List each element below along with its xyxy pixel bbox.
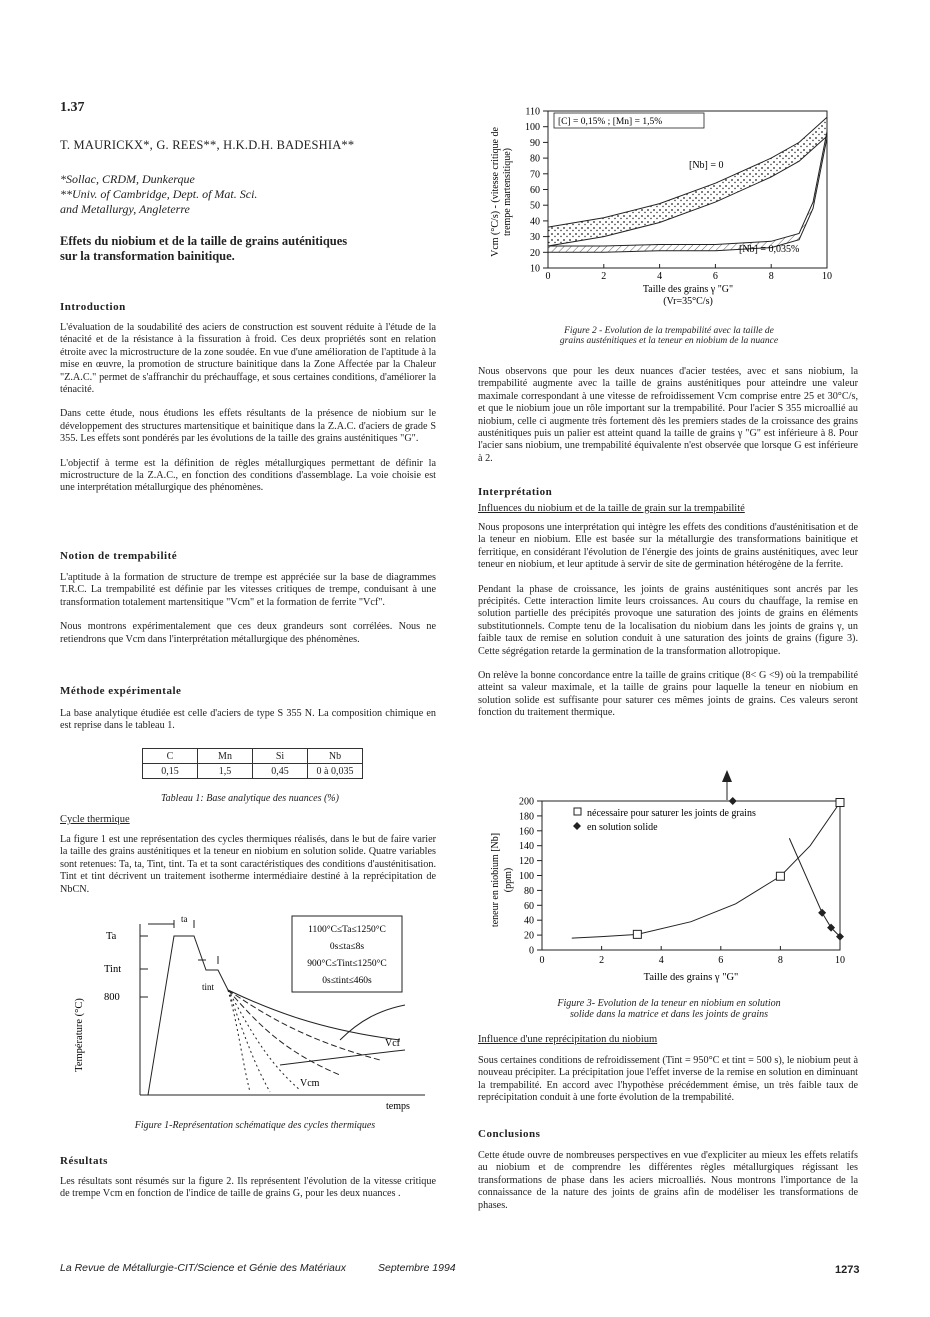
- fig3-ytick-label: 80: [524, 885, 534, 897]
- fig2-ytick-label: 10: [530, 263, 540, 275]
- fig1-xlabel: temps: [386, 1101, 410, 1112]
- intro-heading: Introduction: [60, 301, 126, 313]
- fig2-ylabel-1: Vcm (°C/s) - (vitesse critique de: [490, 127, 501, 257]
- fig3-ytick-label: 180: [519, 811, 534, 823]
- fig1-ylabel: Température (°C): [74, 998, 85, 1072]
- fig1-box-line-1: 1100°C≤Ta≤1250°C: [308, 925, 386, 935]
- concl-paragraph: Cette étude ouvre de nombreuses perspectives en vue d'expliciter au mieux les effets relatifs au niobium et de comprendre les différentes règles métallurgiques régissant les transformations de phase dans les aciers microalliés. Nous montrons l'importance de la connaissance de la nature des joints de grains afin de modéliser les transformations de phases.: [478, 1150, 858, 1211]
- fig2-xtick-label: 0: [545, 271, 551, 282]
- fig2-ytick-label: 100: [525, 122, 540, 134]
- fig1-vcf-label: Vcf: [385, 1038, 400, 1049]
- fig3-legend-square-icon: [574, 808, 581, 815]
- fig2-xtick-label: 8: [768, 271, 774, 282]
- page-number: 1273: [835, 1264, 860, 1276]
- fig3-off-scale-arrow: [722, 770, 732, 800]
- fig3-diamond-point: [818, 909, 826, 917]
- fig3-ytick-label: 60: [524, 900, 534, 912]
- composition-table: [142, 748, 363, 779]
- fig3-diamond-point: [729, 797, 737, 805]
- fig2-ytick-label: 110: [525, 106, 540, 118]
- fig1-box-line-2: 0s≤ta≤8s: [329, 942, 365, 952]
- fig3-ytick-label: 120: [519, 856, 534, 868]
- fig2-ytick-label: 20: [530, 247, 540, 259]
- fig2-ytick-label: 40: [530, 216, 540, 228]
- affiliation-2: **Univ. of Cambridge, Dept. of Mat. Sci.: [60, 187, 258, 201]
- affiliations: [60, 172, 257, 217]
- fig3-ytick-label: 200: [519, 796, 534, 808]
- fig3-legend-1: nécessaire pour saturer les joints de grains: [587, 808, 756, 819]
- fig2-ytick-label: 90: [530, 137, 540, 149]
- fig2-ytick-label: 50: [530, 200, 540, 212]
- fig3-xtick-label: 0: [539, 955, 545, 966]
- fig2-xlabel-1: Taille des grains γ "G": [642, 284, 734, 295]
- fig3-ytick-label: 140: [519, 841, 534, 853]
- fig1-tick-ta: Ta: [106, 931, 117, 942]
- fig2-ylabel-2: trempe martensitique): [502, 147, 513, 237]
- fig3-ytick-label: 160: [519, 826, 534, 838]
- interp-heading: Interprétation: [478, 486, 553, 498]
- fig3-ytick-label: 100: [519, 871, 534, 882]
- reprec-paragraph: Sous certaines conditions de refroidissement (Tint = 950°C et tint = 500 s), le niobium peut à nouveau précipiter. La précipitation joue l'effet inverse de la remise en solution en diminuant la trempabilité. En accord avec l'hypothèse précédemment émise, un très faible taux de reprécipitation conduit à une forte évolution de la trempabilité.: [478, 1055, 858, 1104]
- figure-2-chart: [484, 100, 854, 310]
- methode-heading: Méthode expérimentale: [60, 685, 182, 697]
- cycle-paragraph: La figure 1 est une représentation des cycles thermiques réalisés, dans le but de faire varier la taille des grains austénitiques et la teneur en niobium en solution solide. Quatre variables sont retenues: Ta, ta, Tint, tint. Ta et ta sont caractéristiques des conditions d'austénitisation. Tint et tint décrivent un traitement isotherme intermédiaire destiné à la reprécipitation de NbCN.: [60, 834, 436, 895]
- fig2-band-nb0: [548, 117, 827, 246]
- fig3-xtick-label: 10: [835, 955, 845, 966]
- table-caption: Tableau 1: Base analytique des nuances (%): [161, 793, 339, 804]
- fig3-caption-line-2: solide dans la matrice et dans les joints de grains: [569, 1009, 769, 1020]
- notion-paragraph-1: L'aptitude à la formation de structure de trempe est appréciée sur la base de diagrammes T.R.C. La trempabilité est définie par les vitesses critiques de trempe, conduisant à une transformation totalement martensitique "Vcm" et la formation de ferrite "Vcf".: [60, 572, 436, 608]
- fig3-xlabel: Taille des grains γ "G": [643, 972, 739, 983]
- fig3-square-point: [836, 798, 844, 806]
- fig1-label-tint: tint: [202, 982, 215, 992]
- fig2-ytick-label: 60: [530, 185, 540, 196]
- cycle-heading: Cycle thermique: [60, 814, 130, 825]
- fig2-ticks: [525, 107, 832, 283]
- figure-3-chart: [484, 770, 854, 990]
- table-header-si: Si: [253, 749, 308, 764]
- table-header-c: C: [143, 749, 198, 764]
- fig2-series-nb035-label: [Nb] = 0,035%: [739, 244, 800, 255]
- table-header-mn: Mn: [198, 749, 253, 764]
- figure-2-caption: [484, 326, 854, 346]
- affiliation-1: *Sollac, CRDM, Dunkerque: [60, 172, 195, 186]
- resultats-paragraph: Les résultats sont résumés sur la figure 2. Ils représentent l'évolution de la vitesse critique de trempe Vcm en fonction de l'indice de taille de grains G, pour les deux nuances .: [60, 1176, 436, 1200]
- fig3-square-point: [776, 872, 784, 880]
- table-value-c: 0,15: [143, 764, 198, 779]
- fig3-xtick-label: 4: [658, 955, 664, 966]
- title-line-2: sur la transformation bainitique.: [60, 249, 235, 263]
- reprec-heading: Influence d'une reprécipitation du niobium: [478, 1034, 658, 1045]
- authors: T. MAURICKX*, G. REES**, H.K.D.H. BADESHIA**: [60, 138, 355, 152]
- notion-heading: Notion de trempabilité: [60, 550, 178, 562]
- intro-paragraph-2: Dans cette étude, nous étudions les effets résultants de la présence de niobium sur le développement des structures martensitique et bainitique dans la Z.A.C. d'aciers de grade S 355. Les effets sont pondérés par les évolutions de la taille des grains austénitiques "G".: [60, 408, 436, 445]
- fig2-xtick-label: 4: [657, 271, 663, 282]
- fig3-solution-line: [789, 838, 840, 936]
- table-value-mn: 1,5: [198, 764, 253, 779]
- fig1-heating-curve: [148, 936, 228, 1095]
- fig2-xtick-label: 2: [601, 271, 607, 282]
- resultats-heading: Résultats: [60, 1155, 108, 1167]
- fig1-tick-tint: Tint: [104, 964, 122, 975]
- article-title: [60, 234, 347, 264]
- fig3-ylabel-2: (ppm): [503, 867, 514, 893]
- fig3-ytick-label: 40: [524, 915, 534, 927]
- figure-1-thermal-cycles: [60, 910, 440, 1115]
- table-header-nb: Nb: [308, 749, 363, 764]
- fig3-ticks: [519, 797, 845, 967]
- fig1-vcm-label: Vcm: [300, 1078, 320, 1089]
- affiliation-3: and Metallurgy, Angleterre: [60, 202, 190, 216]
- fig3-xtick-label: 6: [718, 955, 724, 966]
- fig1-box-line-4: 0s≤tint≤460s: [322, 976, 372, 986]
- fig3-xtick-label: 8: [777, 955, 783, 966]
- figure-3-caption: [484, 998, 854, 1020]
- results-discussion-paragraph: Nous observons que pour les deux nuances d'acier testées, avec et sans niobium, la trempabilité augmente avec la taille de grains austénitiques pour atteindre une valeur maximale correspondant à une vitesse de refroidissement Vcm comprise entre 25 et 30°C/s, et que le niobium joue un rôle important sur la trempabilité. Pour l'acier S 355 microallié au niobium, celle ci augmente très fortement dès les premiers stades de la croissance des grains austénitiques puis un palier est atteint quand la taille de grains γ "G" est inférieure à 8. Pour l'acier sans niobium, une trempabilité équivalente n'est observée que lorsque G est inférieure à 2.: [478, 366, 858, 464]
- fig1-label-ta: ta: [181, 914, 188, 924]
- article-number: 1.37: [60, 100, 85, 115]
- fig3-xtick-label: 2: [599, 955, 605, 966]
- fig2-caption-line-2: grains austénitiques et la teneur en niobium de la nuance: [559, 336, 779, 346]
- fig1-vcf-curve: [280, 1050, 405, 1065]
- intro-paragraph-1: L'évaluation de la soudabilité des aciers de construction est souvent réduite à l'étude de la ténacité et de la résistance à la fissuration à froid. Ces deux propriétés sont en relation étroite avec la microstructure de la zone soudée. En vue d'une amélioration de l'aptitude à la mise en œuvre, la promotion de structure bainitique dans la Zone Affectée par la Chaleur "Z.A.C." permet de s'affranchir du préchauffage, et sous certaines conditions, d'améliorer la ténacité.: [60, 322, 436, 396]
- fig2-xtick-label: 10: [822, 271, 832, 282]
- fig3-legend-2: en solution solide: [587, 822, 658, 833]
- fig2-ytick-label: 80: [530, 153, 540, 165]
- interp-paragraph-1: Nous proposons une interprétation qui intègre les effets des conditions d'austénitisation et de la teneur en niobium. Elle est basée sur la métallurgie des transformations bainitique et ferritique, en considérant l'évolution de l'énergie des joints de grains austénitiques, avec leur teneur en niobium, et leur aptitude à servir de site de germination hétérogène de la ferrite.: [478, 522, 858, 571]
- fig2-composition-label: [C] = 0,15% ; [Mn] = 1,5%: [558, 117, 663, 127]
- interp-section: [478, 522, 858, 720]
- fig3-ytick-label: 0: [529, 945, 534, 957]
- interp-paragraph-3: On relève la bonne concordance entre la taille de grains critique (8< G <9) où la trempabilité atteint sa valeur maximale, et la taille de grains pour laquelle la teneur en niobium en solution solide est suffisante pour saturer ces mêmes joints de grains. Ces valeurs seront fonction du traitement thermique.: [478, 670, 858, 719]
- intro-section: [60, 322, 436, 495]
- figure-1-caption: Figure 1-Représentation schématique des cycles thermiques: [134, 1120, 376, 1131]
- interp-subheading: Influences du niobium et de la taille de grain sur la trempabilité: [478, 503, 745, 514]
- fig3-ylabel-1: teneur en niobium [Nb]: [490, 832, 501, 928]
- footer-journal: La Revue de Métallurgie-CIT/Science et Génie des Matériaux: [60, 1262, 346, 1274]
- footer-date: Septembre 1994: [378, 1262, 456, 1274]
- fig3-square-point: [633, 930, 641, 938]
- notion-section: [60, 572, 436, 646]
- intro-paragraph-3: L'objectif à terme est la définition de règles métallurgiques permettant de définir la microstructure de la Z.A.C., en fonction des conditions d'assemblage. La voie choisie est une interprétation métallurgique des phénomènes.: [60, 457, 436, 494]
- fig2-caption-line-1: Figure 2 - Evolution de la trempabilité avec la taille de: [564, 326, 774, 336]
- fig2-ytick-label: 70: [530, 169, 540, 181]
- notion-paragraph-2: Nous montrons expérimentalement que ces deux grandeurs sont corrélées. Nous ne retiendrons que Vcm dans l'interprétation métallurgique des phénomènes.: [60, 621, 436, 645]
- table-value-nb: 0 à 0,035: [308, 764, 363, 779]
- fig1-tick-800: 800: [104, 992, 120, 1003]
- fig1-box-line-3: 900°C≤Tint≤1250°C: [307, 959, 387, 969]
- fig3-caption-line-1: Figure 3- Evolution de la teneur en niobium en solution: [557, 998, 781, 1009]
- fig2-series-nb0-label: [Nb] = 0: [689, 160, 724, 171]
- fig3-legend-diamond-icon: [573, 822, 581, 830]
- fig2-xlabel-2: (Vr=35°C/s): [663, 296, 713, 307]
- fig2-ytick-label: 30: [530, 232, 540, 244]
- interp-paragraph-2: Pendant la phase de croissance, les joints de grains austénitiques sont ancrés par les précipités. Cette interaction limite leurs croissances. Au cours du chauffage, la remise en solution partielle des précipités provoque une saturation des joints de grains en éléments substitutionnels. Compte tenu de la localisation du niobium dans les joints de grains γ, un faible taux de remise en solution conduit à une saturation des joints de grains (figure 3). Cette ségrégation retarde la germination de la transformation allotropique.: [478, 583, 858, 657]
- table-value-si: 0,45: [253, 764, 308, 779]
- fig3-ytick-label: 20: [524, 930, 534, 942]
- methode-paragraph: La base analytique étudiée est celle d'aciers de type S 355 N. La composition chimique en est reprise dans le tableau 1.: [60, 708, 436, 732]
- fig2-xtick-label: 6: [712, 271, 718, 282]
- title-line-1: Effets du niobium et de la taille de grains auténitiques: [60, 234, 348, 248]
- concl-heading: Conclusions: [478, 1128, 541, 1140]
